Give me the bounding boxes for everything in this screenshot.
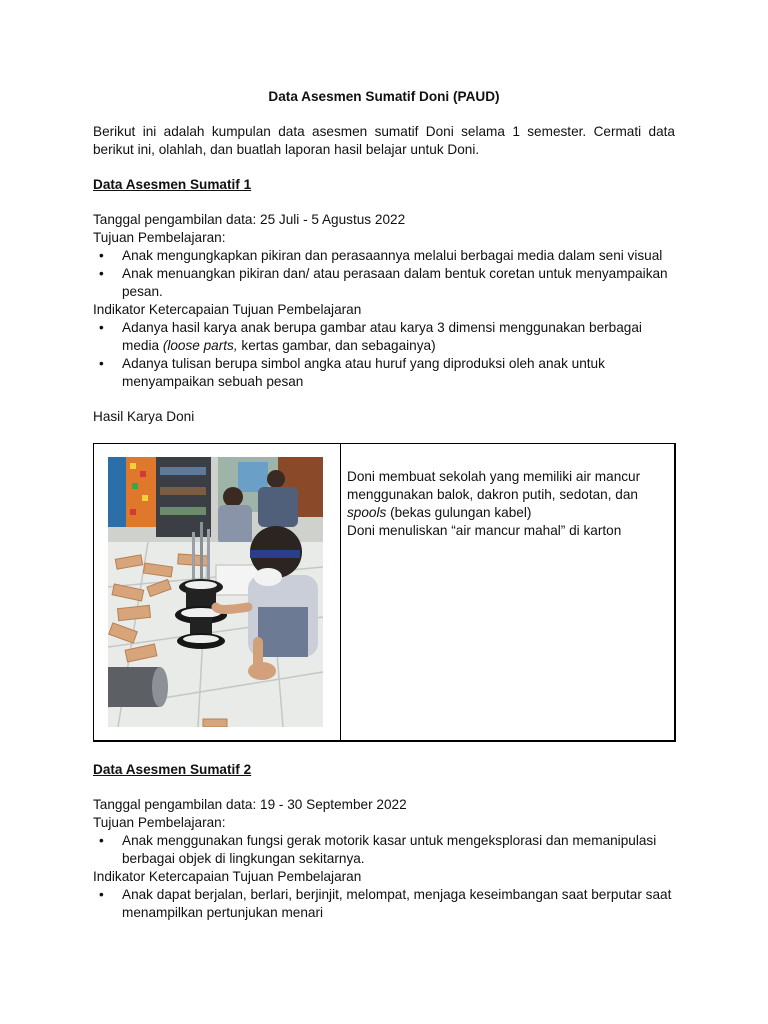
section-2-heading: Data Asesmen Sumatif 2 <box>93 762 252 777</box>
bullet-icon: • <box>99 248 104 263</box>
section-1-objectives-label: Tujuan Pembelajaran: <box>93 230 226 245</box>
section-2-indicators-label: Indikator Ketercapaian Tujuan Pembelajaran <box>93 869 362 884</box>
list-item <box>93 886 675 922</box>
section-2-objectives-list <box>93 832 675 868</box>
bullet-icon: • <box>99 266 104 281</box>
indicator-text: Adanya hasil karya anak berupa gambar atau karya 3 dimensi menggunakan berbagai media (loose parts, kertas gambar, dan sebagainya) <box>122 320 642 353</box>
section-2-indicators-list <box>93 886 675 922</box>
bullet-icon: • <box>99 887 104 902</box>
objective-text: Anak menggunakan fungsi gerak motorik kasar untuk mengeksplorasi dan memanipulasi berbagai objek di lingkungan sekitarnya. <box>122 833 657 866</box>
result-italic-text: spools <box>347 505 387 520</box>
document-title: Data Asesmen Sumatif Doni (PAUD) <box>268 89 500 104</box>
section-2-date: Tanggal pengambilan data: 19 - 30 September 2022 <box>93 797 407 812</box>
objective-text: Anak mengungkapkan pikiran dan perasaannya melalui berbagai media dalam seni visual <box>122 248 663 263</box>
section-1-indicators-label: Indikator Ketercapaian Tujuan Pembelajaran <box>93 302 362 317</box>
result-description-cell <box>341 444 674 740</box>
result-table <box>93 443 676 742</box>
indicator-text: Anak dapat berjalan, berlari, berjinjit, melompat, menjaga keseimbangan saat berputar saat menampilkan pertunjukan menari <box>122 887 672 920</box>
result-description-1: Doni membuat sekolah yang memiliki air mancur menggunakan balok, dakron putih, sedotan, dan spools (bekas gulungan kabel) <box>347 469 641 520</box>
document-page <box>93 88 675 922</box>
list-item <box>93 265 675 301</box>
section-1-indicators-list <box>93 319 675 391</box>
child-activity-photo <box>108 457 323 727</box>
bullet-icon: • <box>99 320 104 335</box>
indicator-italic-text: (loose parts, <box>162 338 238 353</box>
result-description-2: Doni menuliskan “air mancur mahal” di karton <box>347 523 622 538</box>
result-label: Hasil Karya Doni <box>93 409 195 424</box>
section-1-objectives-list <box>93 247 675 301</box>
list-item <box>93 355 675 391</box>
section-1-heading: Data Asesmen Sumatif 1 <box>93 177 252 192</box>
result-photo-cell <box>94 444 341 740</box>
bullet-icon: • <box>99 356 104 371</box>
section-2-objectives-label: Tujuan Pembelajaran: <box>93 815 226 830</box>
objective-text: Anak menuangkan pikiran dan/ atau perasaan dalam bentuk coretan untuk menyampaikan pesan. <box>122 266 668 299</box>
list-item <box>93 832 675 868</box>
section-1-date: Tanggal pengambilan data: 25 Juli - 5 Agustus 2022 <box>93 212 406 227</box>
indicator-text: Adanya tulisan berupa simbol angka atau huruf yang diproduksi oleh anak untuk menyampaikan sebuah pesan <box>122 356 605 389</box>
bullet-icon: • <box>99 833 104 848</box>
list-item <box>93 319 675 355</box>
list-item <box>93 247 675 265</box>
intro-paragraph: Berikut ini adalah kumpulan data asesmen sumatif Doni selama 1 semester. Cermati data berikut ini, olahlah, dan buatlah laporan hasil belajar untuk Doni. <box>93 124 675 157</box>
